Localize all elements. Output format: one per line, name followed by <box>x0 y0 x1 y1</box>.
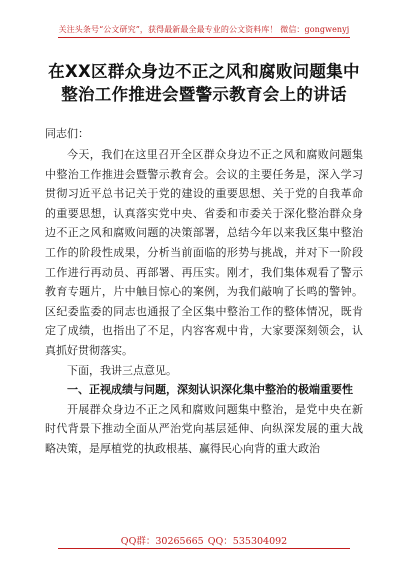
footer-divider <box>58 548 350 549</box>
header-divider <box>58 37 350 38</box>
header-promo-text: 关注头条号“公文研究”，获得最新最全最专业的公文资料库！ 微信：gongwenyj <box>58 25 350 34</box>
paragraph: 今天，我们在这里召开全区群众身边不正之风和腐败问题集中整治工作推进会暨警示教育会。会议的主要任务是，深入学习贯彻习近平总书记关于党的建设的重要思想、关于党的自我革命的重要思想，认真落实党中央、省委和市委关于深化整治群众身边不正之风和腐败问题的决策部署，总结今年以来我区集中整治工作的阶段性成果，分析当前面临的形势与挑战，并对下一阶段工作进行再动员、再部署、再压实。刚才，我们集体观看了警示教育专题片，片中触目惊心的案例，为我们敲响了长鸣的警钟。区纪委监委的同志也通报了全区集中整治工作的整体情况，既肯定了成绩，也指出了不足，内容客观中肯，大家要深刻领会，认真抓好贯彻落实。 <box>45 148 363 357</box>
greeting: 同志们： <box>45 127 89 140</box>
paragraph: 下面，我讲三点意见。 <box>67 363 177 377</box>
footer-contact-text: QQ群：30265665 QQ：535304092 <box>120 536 288 547</box>
document-title: 在XX区群众身边不正之风和腐败问题集中整治工作推进会暨警示教育会上的讲话 <box>48 62 360 104</box>
section-heading: 一、正视成绩与问题，深刻认识深化集中整治的极端重要性 <box>67 383 353 397</box>
document-body <box>45 145 363 459</box>
paragraph: 开展群众身边不正之风和腐败问题集中整治，是党中央在新时代背景下推动全面从严治党向基层延伸、向纵深发展的重大战略决策，是厚植党的执政根基、赢得民心向背的重大政治 <box>45 402 363 455</box>
